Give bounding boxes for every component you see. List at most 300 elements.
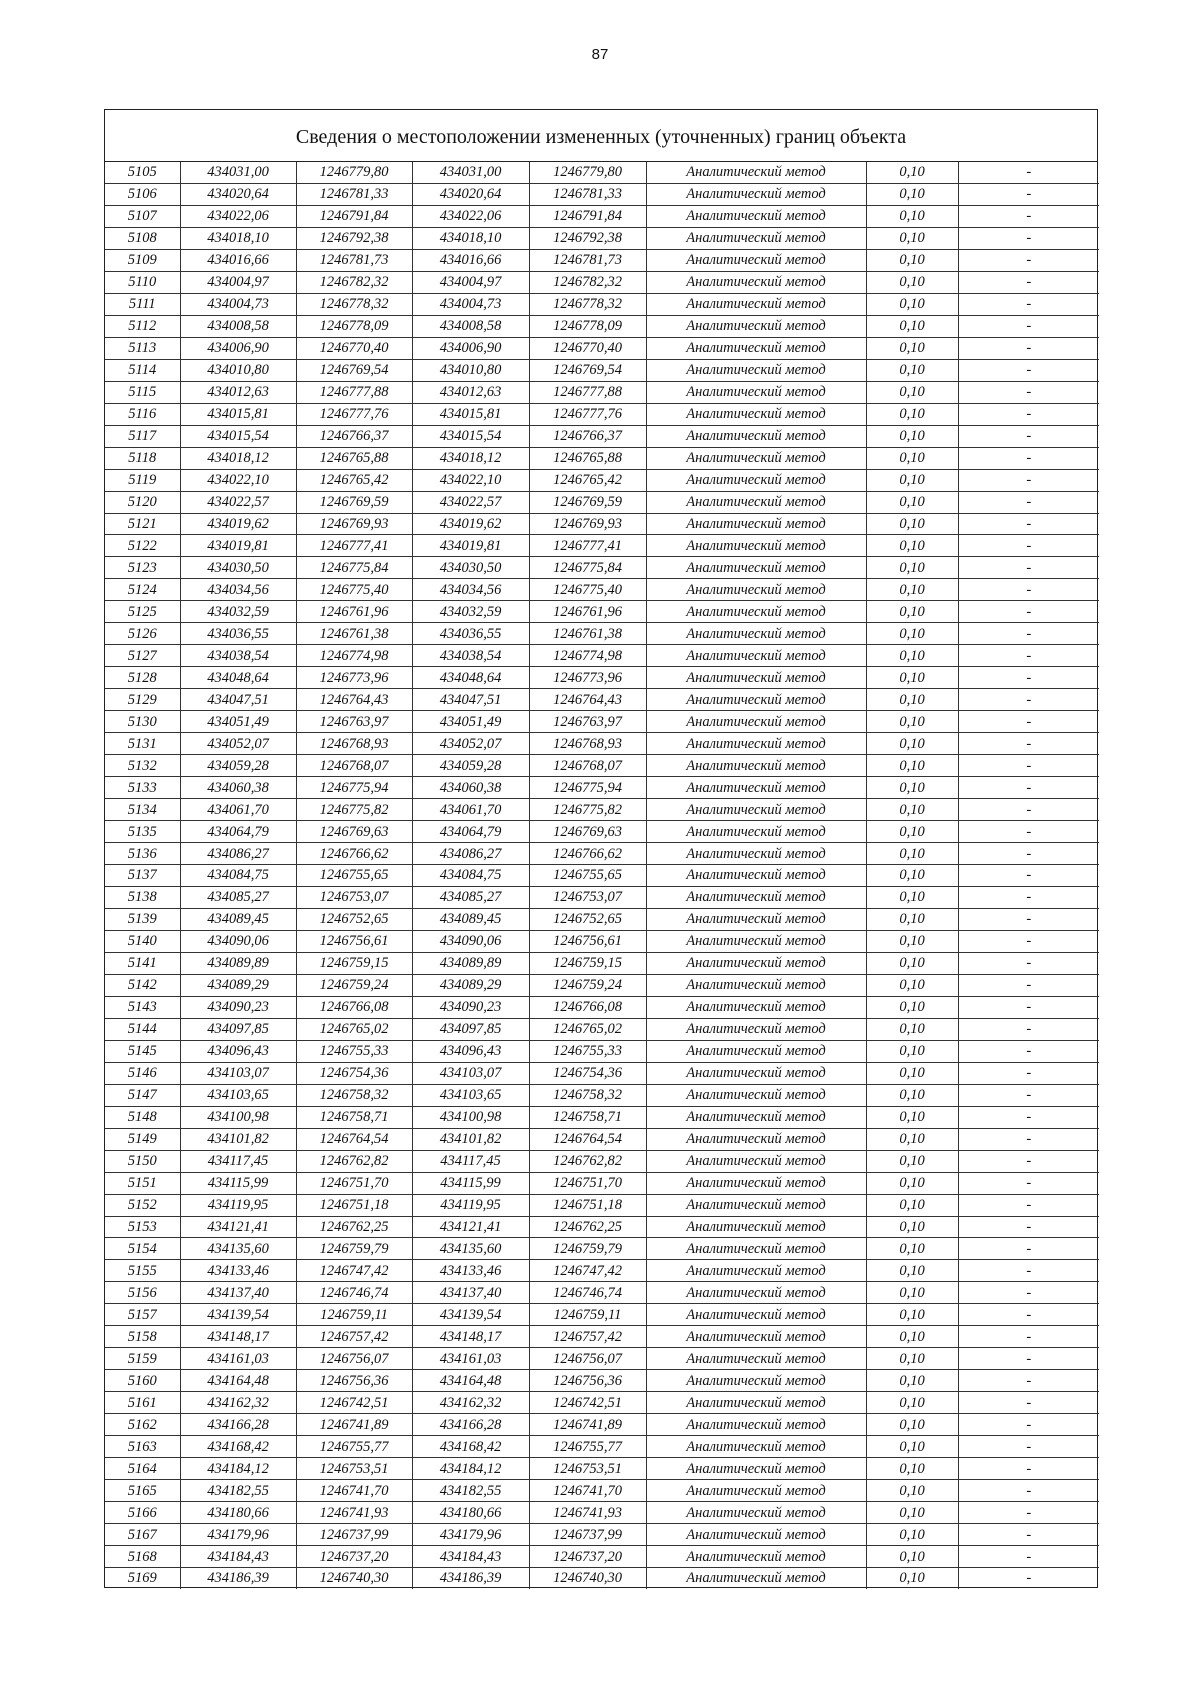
x-old-cell: 434166,28 xyxy=(180,1414,296,1436)
x-old-cell: 434184,12 xyxy=(180,1458,296,1480)
x-old-cell: 434084,75 xyxy=(180,865,296,887)
accuracy-cell: 0,10 xyxy=(866,1458,958,1480)
x-old-cell: 434015,81 xyxy=(180,403,296,425)
method-cell: Аналитический метод xyxy=(646,315,866,337)
y-old-cell: 1246754,36 xyxy=(296,1062,412,1084)
description-cell: - xyxy=(958,469,1099,491)
table-row xyxy=(105,843,1099,865)
y-new-cell: 1246737,20 xyxy=(529,1546,646,1568)
y-old-cell: 1246757,42 xyxy=(296,1326,412,1348)
accuracy-cell: 0,10 xyxy=(866,579,958,601)
point-number-cell: 5120 xyxy=(105,491,180,513)
y-old-cell: 1246778,32 xyxy=(296,293,412,315)
method-cell: Аналитический метод xyxy=(646,1216,866,1238)
y-old-cell: 1246759,24 xyxy=(296,974,412,996)
table-row xyxy=(105,1018,1099,1040)
table-row xyxy=(105,689,1099,711)
table-row xyxy=(105,513,1099,535)
table-row xyxy=(105,227,1099,249)
y-old-cell: 1246747,42 xyxy=(296,1260,412,1282)
x-new-cell: 434086,27 xyxy=(412,843,529,865)
point-number-cell: 5147 xyxy=(105,1084,180,1106)
x-old-cell: 434020,64 xyxy=(180,183,296,205)
y-new-cell: 1246777,88 xyxy=(529,381,646,403)
description-cell: - xyxy=(958,1150,1099,1172)
x-new-cell: 434006,90 xyxy=(412,337,529,359)
accuracy-cell: 0,10 xyxy=(866,1018,958,1040)
point-number-cell: 5158 xyxy=(105,1326,180,1348)
description-cell: - xyxy=(958,1128,1099,1150)
point-number-cell: 5148 xyxy=(105,1106,180,1128)
x-new-cell: 434038,54 xyxy=(412,645,529,667)
x-new-cell: 434100,98 xyxy=(412,1106,529,1128)
method-cell: Аналитический метод xyxy=(646,1326,866,1348)
method-cell: Аналитический метод xyxy=(646,1436,866,1458)
y-old-cell: 1246737,20 xyxy=(296,1546,412,1568)
y-old-cell: 1246751,70 xyxy=(296,1172,412,1194)
description-cell: - xyxy=(958,908,1099,930)
x-new-cell: 434019,62 xyxy=(412,513,529,535)
table-row xyxy=(105,1414,1099,1436)
x-new-cell: 434148,17 xyxy=(412,1326,529,1348)
point-number-cell: 5108 xyxy=(105,227,180,249)
table-row xyxy=(105,162,1099,183)
table-row xyxy=(105,183,1099,205)
table-row xyxy=(105,205,1099,227)
y-new-cell: 1246773,96 xyxy=(529,667,646,689)
y-old-cell: 1246740,30 xyxy=(296,1568,412,1589)
y-new-cell: 1246759,11 xyxy=(529,1304,646,1326)
table-row xyxy=(105,557,1099,579)
accuracy-cell: 0,10 xyxy=(866,1546,958,1568)
method-cell: Аналитический метод xyxy=(646,1568,866,1589)
accuracy-cell: 0,10 xyxy=(866,1238,958,1260)
point-number-cell: 5167 xyxy=(105,1524,180,1546)
point-number-cell: 5150 xyxy=(105,1150,180,1172)
x-old-cell: 434051,49 xyxy=(180,711,296,733)
y-new-cell: 1246774,98 xyxy=(529,645,646,667)
x-new-cell: 434166,28 xyxy=(412,1414,529,1436)
accuracy-cell: 0,10 xyxy=(866,908,958,930)
method-cell: Аналитический метод xyxy=(646,1040,866,1062)
table-row xyxy=(105,491,1099,513)
accuracy-cell: 0,10 xyxy=(866,886,958,908)
accuracy-cell: 0,10 xyxy=(866,1260,958,1282)
point-number-cell: 5138 xyxy=(105,886,180,908)
description-cell: - xyxy=(958,513,1099,535)
y-new-cell: 1246764,43 xyxy=(529,689,646,711)
method-cell: Аналитический метод xyxy=(646,1392,866,1414)
method-cell: Аналитический метод xyxy=(646,821,866,843)
point-number-cell: 5163 xyxy=(105,1436,180,1458)
description-cell: - xyxy=(958,1414,1099,1436)
table-row xyxy=(105,425,1099,447)
accuracy-cell: 0,10 xyxy=(866,205,958,227)
description-cell: - xyxy=(958,601,1099,623)
point-number-cell: 5146 xyxy=(105,1062,180,1084)
x-new-cell: 434018,10 xyxy=(412,227,529,249)
point-number-cell: 5152 xyxy=(105,1194,180,1216)
accuracy-cell: 0,10 xyxy=(866,1436,958,1458)
method-cell: Аналитический метод xyxy=(646,1370,866,1392)
x-new-cell: 434022,57 xyxy=(412,491,529,513)
method-cell: Аналитический метод xyxy=(646,1128,866,1150)
y-old-cell: 1246782,32 xyxy=(296,271,412,293)
x-new-cell: 434161,03 xyxy=(412,1348,529,1370)
description-cell: - xyxy=(958,1436,1099,1458)
point-number-cell: 5161 xyxy=(105,1392,180,1414)
x-old-cell: 434015,54 xyxy=(180,425,296,447)
y-new-cell: 1246741,89 xyxy=(529,1414,646,1436)
y-old-cell: 1246779,80 xyxy=(296,162,412,183)
table-row xyxy=(105,667,1099,689)
x-old-cell: 434064,79 xyxy=(180,821,296,843)
description-cell: - xyxy=(958,952,1099,974)
y-new-cell: 1246770,40 xyxy=(529,337,646,359)
x-old-cell: 434186,39 xyxy=(180,1568,296,1589)
point-number-cell: 5137 xyxy=(105,865,180,887)
method-cell: Аналитический метод xyxy=(646,1084,866,1106)
method-cell: Аналитический метод xyxy=(646,755,866,777)
table-row xyxy=(105,1260,1099,1282)
y-old-cell: 1246770,40 xyxy=(296,337,412,359)
x-new-cell: 434137,40 xyxy=(412,1282,529,1304)
method-cell: Аналитический метод xyxy=(646,601,866,623)
y-new-cell: 1246768,07 xyxy=(529,755,646,777)
y-new-cell: 1246752,65 xyxy=(529,908,646,930)
description-cell: - xyxy=(958,1392,1099,1414)
method-cell: Аналитический метод xyxy=(646,886,866,908)
table-row xyxy=(105,799,1099,821)
x-new-cell: 434089,45 xyxy=(412,908,529,930)
y-old-cell: 1246766,62 xyxy=(296,843,412,865)
table-row xyxy=(105,821,1099,843)
y-new-cell: 1246759,79 xyxy=(529,1238,646,1260)
point-number-cell: 5109 xyxy=(105,249,180,271)
x-old-cell: 434036,55 xyxy=(180,623,296,645)
y-new-cell: 1246757,42 xyxy=(529,1326,646,1348)
description-cell: - xyxy=(958,205,1099,227)
description-cell: - xyxy=(958,557,1099,579)
y-old-cell: 1246769,93 xyxy=(296,513,412,535)
x-new-cell: 434031,00 xyxy=(412,162,529,183)
x-new-cell: 434121,41 xyxy=(412,1216,529,1238)
x-old-cell: 434089,45 xyxy=(180,908,296,930)
y-old-cell: 1246755,65 xyxy=(296,865,412,887)
y-old-cell: 1246741,70 xyxy=(296,1480,412,1502)
method-cell: Аналитический метод xyxy=(646,799,866,821)
method-cell: Аналитический метод xyxy=(646,183,866,205)
x-new-cell: 434004,97 xyxy=(412,271,529,293)
description-cell: - xyxy=(958,930,1099,952)
y-old-cell: 1246774,98 xyxy=(296,645,412,667)
x-new-cell: 434179,96 xyxy=(412,1524,529,1546)
x-old-cell: 434184,43 xyxy=(180,1546,296,1568)
point-number-cell: 5129 xyxy=(105,689,180,711)
method-cell: Аналитический метод xyxy=(646,667,866,689)
y-new-cell: 1246755,65 xyxy=(529,865,646,887)
table-title: Сведения о местоположении измененных (уточненных) границ объекта xyxy=(105,110,1097,162)
description-cell: - xyxy=(958,1238,1099,1260)
x-new-cell: 434059,28 xyxy=(412,755,529,777)
method-cell: Аналитический метод xyxy=(646,557,866,579)
x-old-cell: 434090,06 xyxy=(180,930,296,952)
description-cell: - xyxy=(958,667,1099,689)
x-new-cell: 434182,55 xyxy=(412,1480,529,1502)
table-row xyxy=(105,1480,1099,1502)
y-new-cell: 1246781,73 xyxy=(529,249,646,271)
y-new-cell: 1246766,08 xyxy=(529,996,646,1018)
point-number-cell: 5151 xyxy=(105,1172,180,1194)
y-new-cell: 1246751,18 xyxy=(529,1194,646,1216)
point-number-cell: 5123 xyxy=(105,557,180,579)
y-old-cell: 1246756,36 xyxy=(296,1370,412,1392)
accuracy-cell: 0,10 xyxy=(866,469,958,491)
y-old-cell: 1246742,51 xyxy=(296,1392,412,1414)
method-cell: Аналитический метод xyxy=(646,1150,866,1172)
accuracy-cell: 0,10 xyxy=(866,1414,958,1436)
table-row xyxy=(105,908,1099,930)
accuracy-cell: 0,10 xyxy=(866,667,958,689)
y-new-cell: 1246778,09 xyxy=(529,315,646,337)
y-new-cell: 1246759,15 xyxy=(529,952,646,974)
point-number-cell: 5169 xyxy=(105,1568,180,1589)
x-old-cell: 434052,07 xyxy=(180,733,296,755)
method-cell: Аналитический метод xyxy=(646,1458,866,1480)
point-number-cell: 5156 xyxy=(105,1282,180,1304)
accuracy-cell: 0,10 xyxy=(866,425,958,447)
point-number-cell: 5145 xyxy=(105,1040,180,1062)
x-old-cell: 434117,45 xyxy=(180,1150,296,1172)
method-cell: Аналитический метод xyxy=(646,447,866,469)
accuracy-cell: 0,10 xyxy=(866,1084,958,1106)
point-number-cell: 5111 xyxy=(105,293,180,315)
y-old-cell: 1246773,96 xyxy=(296,667,412,689)
y-old-cell: 1246791,84 xyxy=(296,205,412,227)
y-new-cell: 1246756,61 xyxy=(529,930,646,952)
y-old-cell: 1246759,11 xyxy=(296,1304,412,1326)
point-number-cell: 5125 xyxy=(105,601,180,623)
point-number-cell: 5166 xyxy=(105,1502,180,1524)
description-cell: - xyxy=(958,1524,1099,1546)
boundary-table-frame xyxy=(104,109,1098,1588)
y-new-cell: 1246753,51 xyxy=(529,1458,646,1480)
accuracy-cell: 0,10 xyxy=(866,491,958,513)
x-old-cell: 434010,80 xyxy=(180,359,296,381)
x-old-cell: 434048,64 xyxy=(180,667,296,689)
y-old-cell: 1246764,54 xyxy=(296,1128,412,1150)
point-number-cell: 5106 xyxy=(105,183,180,205)
y-old-cell: 1246775,94 xyxy=(296,777,412,799)
y-new-cell: 1246754,36 xyxy=(529,1062,646,1084)
accuracy-cell: 0,10 xyxy=(866,601,958,623)
y-old-cell: 1246758,32 xyxy=(296,1084,412,1106)
description-cell: - xyxy=(958,1348,1099,1370)
description-cell: - xyxy=(958,162,1099,183)
y-new-cell: 1246740,30 xyxy=(529,1568,646,1589)
method-cell: Аналитический метод xyxy=(646,1260,866,1282)
x-old-cell: 434034,56 xyxy=(180,579,296,601)
method-cell: Аналитический метод xyxy=(646,1282,866,1304)
table-row xyxy=(105,1304,1099,1326)
method-cell: Аналитический метод xyxy=(646,689,866,711)
method-cell: Аналитический метод xyxy=(646,908,866,930)
description-cell: - xyxy=(958,755,1099,777)
method-cell: Аналитический метод xyxy=(646,1172,866,1194)
accuracy-cell: 0,10 xyxy=(866,1216,958,1238)
accuracy-cell: 0,10 xyxy=(866,1480,958,1502)
x-old-cell: 434119,95 xyxy=(180,1194,296,1216)
method-cell: Аналитический метод xyxy=(646,711,866,733)
x-old-cell: 434030,50 xyxy=(180,557,296,579)
y-old-cell: 1246751,18 xyxy=(296,1194,412,1216)
y-new-cell: 1246775,84 xyxy=(529,557,646,579)
y-old-cell: 1246755,77 xyxy=(296,1436,412,1458)
accuracy-cell: 0,10 xyxy=(866,1172,958,1194)
point-number-cell: 5168 xyxy=(105,1546,180,1568)
accuracy-cell: 0,10 xyxy=(866,535,958,557)
accuracy-cell: 0,10 xyxy=(866,1062,958,1084)
y-new-cell: 1246759,24 xyxy=(529,974,646,996)
x-old-cell: 434096,43 xyxy=(180,1040,296,1062)
accuracy-cell: 0,10 xyxy=(866,974,958,996)
y-old-cell: 1246759,15 xyxy=(296,952,412,974)
method-cell: Аналитический метод xyxy=(646,403,866,425)
x-new-cell: 434010,80 xyxy=(412,359,529,381)
description-cell: - xyxy=(958,1194,1099,1216)
description-cell: - xyxy=(958,403,1099,425)
table-row xyxy=(105,952,1099,974)
x-old-cell: 434019,81 xyxy=(180,535,296,557)
description-cell: - xyxy=(1026,1570,1032,1587)
y-old-cell: 1246766,08 xyxy=(296,996,412,1018)
table-row xyxy=(105,469,1099,491)
table-row xyxy=(105,337,1099,359)
table-row xyxy=(105,447,1099,469)
x-new-cell: 434015,54 xyxy=(412,425,529,447)
x-new-cell: 434097,85 xyxy=(412,1018,529,1040)
point-number-cell: 5131 xyxy=(105,733,180,755)
method-cell: Аналитический метод xyxy=(646,865,866,887)
x-new-cell: 434022,10 xyxy=(412,469,529,491)
method-cell: Аналитический метод xyxy=(646,1524,866,1546)
x-new-cell: 434096,43 xyxy=(412,1040,529,1062)
y-new-cell: 1246778,32 xyxy=(529,293,646,315)
x-old-cell: 434008,58 xyxy=(180,315,296,337)
y-new-cell: 1246747,42 xyxy=(529,1260,646,1282)
x-new-cell: 434117,45 xyxy=(412,1150,529,1172)
table-row xyxy=(105,1282,1099,1304)
accuracy-cell: 0,10 xyxy=(866,996,958,1018)
table-row xyxy=(105,1040,1099,1062)
table-row xyxy=(105,1084,1099,1106)
method-cell: Аналитический метод xyxy=(646,1194,866,1216)
accuracy-cell: 0,10 xyxy=(866,1282,958,1304)
y-new-cell: 1246741,70 xyxy=(529,1480,646,1502)
y-new-cell: 1246761,96 xyxy=(529,601,646,623)
table-row xyxy=(105,623,1099,645)
point-number-cell: 5118 xyxy=(105,447,180,469)
point-number-cell: 5134 xyxy=(105,799,180,821)
method-cell: Аналитический метод xyxy=(646,249,866,271)
table-row xyxy=(105,865,1099,887)
point-number-cell: 5114 xyxy=(105,359,180,381)
y-new-cell: 1246769,93 xyxy=(529,513,646,535)
accuracy-cell: 0,10 xyxy=(866,227,958,249)
y-old-cell: 1246765,02 xyxy=(296,1018,412,1040)
x-new-cell: 434016,66 xyxy=(412,249,529,271)
x-new-cell: 434052,07 xyxy=(412,733,529,755)
y-old-cell: 1246775,40 xyxy=(296,579,412,601)
table-row xyxy=(105,1436,1099,1458)
description-cell: - xyxy=(958,1502,1099,1524)
description-cell: - xyxy=(958,271,1099,293)
x-old-cell: 434089,29 xyxy=(180,974,296,996)
x-old-cell: 434018,10 xyxy=(180,227,296,249)
y-new-cell: 1246764,54 xyxy=(529,1128,646,1150)
description-cell: - xyxy=(958,733,1099,755)
point-number-cell: 5121 xyxy=(105,513,180,535)
x-new-cell: 434018,12 xyxy=(412,447,529,469)
y-new-cell: 1246769,63 xyxy=(529,821,646,843)
description-cell: - xyxy=(958,1304,1099,1326)
y-old-cell: 1246761,38 xyxy=(296,623,412,645)
y-new-cell: 1246792,38 xyxy=(529,227,646,249)
point-number-cell: 5113 xyxy=(105,337,180,359)
table-row xyxy=(105,1172,1099,1194)
x-old-cell: 434180,66 xyxy=(180,1502,296,1524)
y-old-cell: 1246775,82 xyxy=(296,799,412,821)
table-row xyxy=(105,1216,1099,1238)
accuracy-cell: 0,10 xyxy=(866,359,958,381)
table-row xyxy=(105,996,1099,1018)
point-number-cell: 5154 xyxy=(105,1238,180,1260)
table-row xyxy=(105,403,1099,425)
description-cell: - xyxy=(958,1458,1099,1480)
method-cell: Аналитический метод xyxy=(646,1348,866,1370)
y-old-cell: 1246769,54 xyxy=(296,359,412,381)
x-new-cell: 434184,12 xyxy=(412,1458,529,1480)
accuracy-cell: 0,10 xyxy=(866,249,958,271)
description-cell: - xyxy=(958,183,1099,205)
table-row xyxy=(105,1546,1099,1568)
x-new-cell: 434061,70 xyxy=(412,799,529,821)
table-row xyxy=(105,733,1099,755)
point-number-cell: 5136 xyxy=(105,843,180,865)
x-old-cell: 434006,90 xyxy=(180,337,296,359)
point-number-cell: 5119 xyxy=(105,469,180,491)
description-cell: - xyxy=(958,1260,1099,1282)
accuracy-cell: 0,10 xyxy=(866,1150,958,1172)
table-row xyxy=(105,755,1099,777)
x-old-cell: 434016,66 xyxy=(180,249,296,271)
table-row xyxy=(105,930,1099,952)
y-new-cell: 1246755,33 xyxy=(529,1040,646,1062)
accuracy-cell: 0,10 xyxy=(866,381,958,403)
table-row xyxy=(105,777,1099,799)
x-old-cell: 434097,85 xyxy=(180,1018,296,1040)
point-number-cell: 5160 xyxy=(105,1370,180,1392)
description-cell: - xyxy=(958,359,1099,381)
method-cell: Аналитический метод xyxy=(646,491,866,513)
x-new-cell: 434020,64 xyxy=(412,183,529,205)
point-number-cell: 5112 xyxy=(105,315,180,337)
table-row xyxy=(105,974,1099,996)
method-cell: Аналитический метод xyxy=(646,930,866,952)
accuracy-cell: 0,10 xyxy=(866,689,958,711)
method-cell: Аналитический метод xyxy=(646,162,866,183)
accuracy-cell: 0,10 xyxy=(866,1348,958,1370)
